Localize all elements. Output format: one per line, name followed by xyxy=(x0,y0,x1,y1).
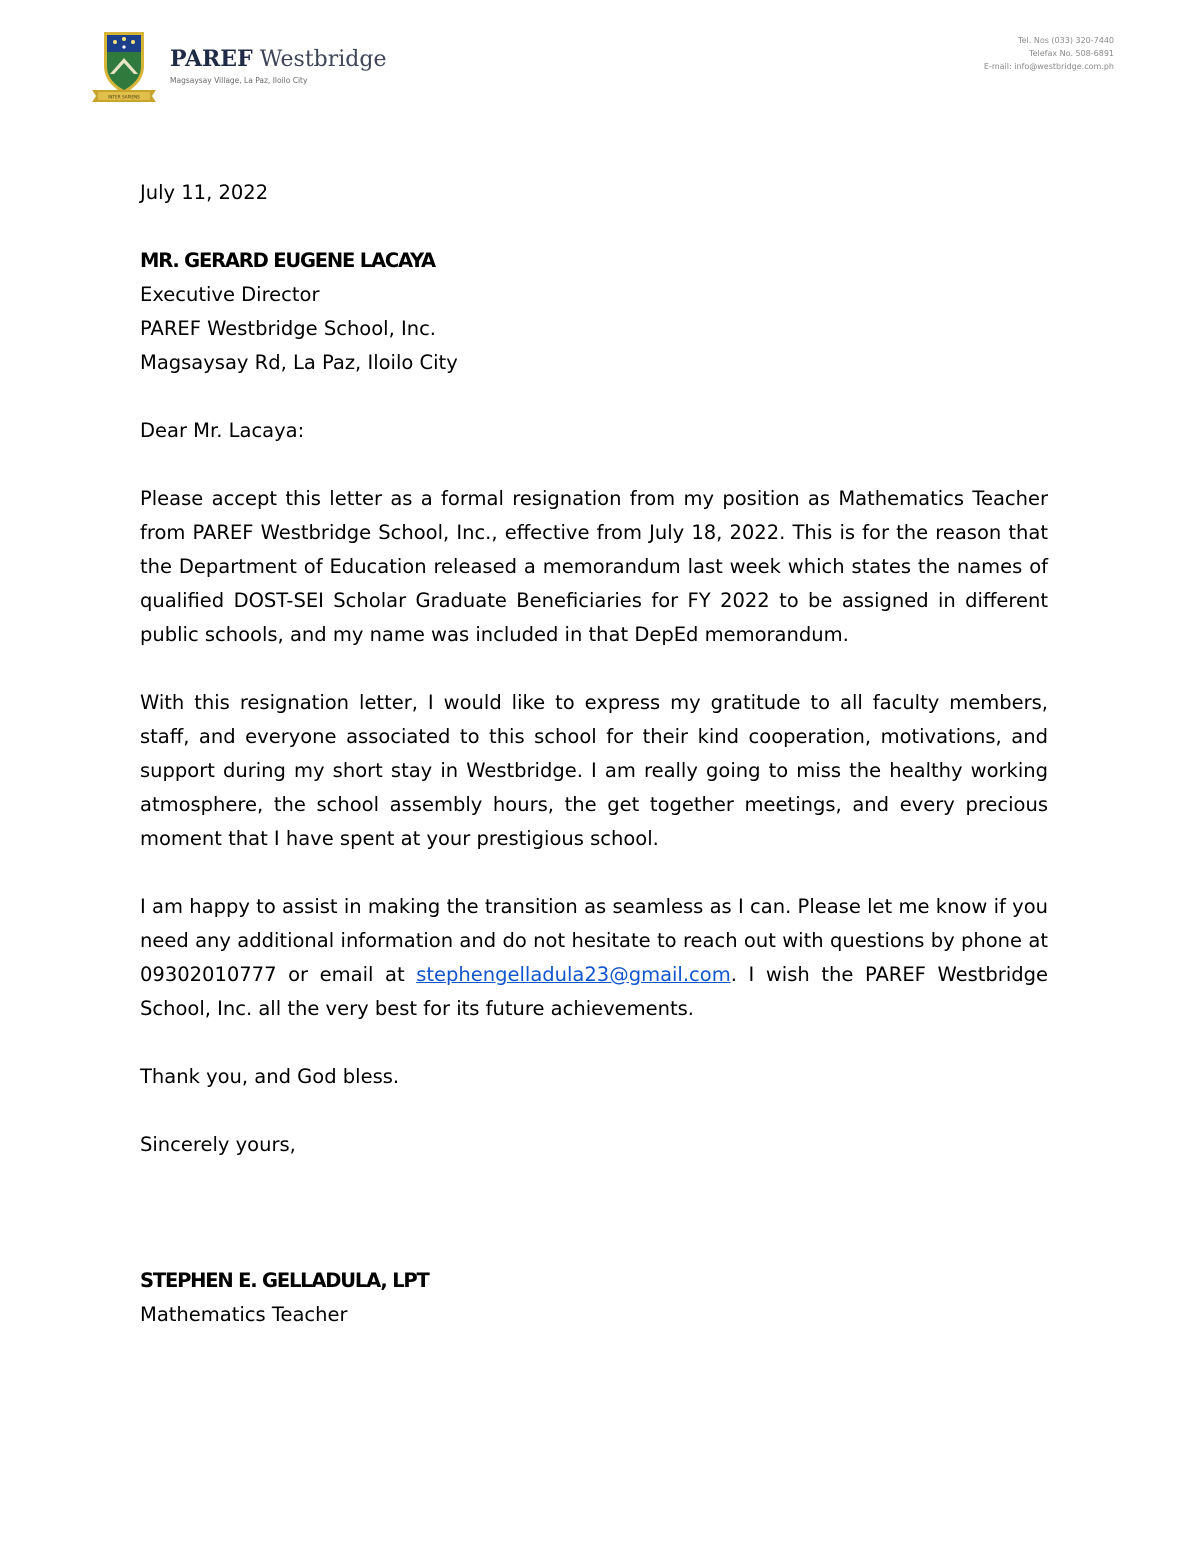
paragraph-resignation: Please accept this letter as a formal resignation from my position as Mathematics Teacher from PAREF Westbridge School, Inc., effective from July 18, 2022. This is for the reason that the Department of Education released a memorandum last week which states the names of qualified DOST-SEI Scholar Graduate Beneficiaries for FY 2022 to be assigned in different public schools, and my name was included in that DepEd memorandum. xyxy=(140,487,1048,646)
recipient-title: Executive Director xyxy=(140,283,320,306)
contact-telefax: Telefax No. 508-6891 xyxy=(1029,49,1114,58)
letterhead xyxy=(88,28,1128,108)
contact-email: E-mail: info@westbridge.com.ph xyxy=(983,62,1114,71)
letter-body xyxy=(140,176,1060,1332)
email-link[interactable]: stephengelladula23@gmail.com xyxy=(416,963,731,986)
thanks-line: Thank you, and God bless. xyxy=(140,1065,400,1088)
school-identity xyxy=(170,46,386,85)
svg-text:INTER SAPIENS: INTER SAPIENS xyxy=(108,94,140,100)
letter-date: July 11, 2022 xyxy=(140,181,269,204)
school-name-light: Westbridge xyxy=(259,47,387,72)
paragraph-transition-text: I am happy to assist in making the transition as seamless as I can. Please let me know if you need any additional information and do not hesitate to reach out with questions by phone at 09302010777 or email at xyxy=(140,895,1048,986)
closing-line: Sincerely yours, xyxy=(140,1133,296,1156)
school-name xyxy=(170,46,386,73)
paragraph-transition xyxy=(140,890,1048,1026)
paragraph-gratitude: With this resignation letter, I would like to express my gratitude to all faculty members, staff, and everyone associated to this school for their kind cooperation, motivations, and support during my short stay in Westbridge. I am really going to miss the healthy working atmosphere, the school assembly hours, the get together meetings, and every precious moment that I have spent at your prestigious school. xyxy=(140,691,1048,850)
signatory-name: STEPHEN E. GELLADULA, LPT xyxy=(140,1269,429,1292)
signatory-title: Mathematics Teacher xyxy=(140,1303,348,1326)
salutation: Dear Mr. Lacaya: xyxy=(140,419,305,442)
contact-info xyxy=(984,34,1114,73)
school-name-bold: PAREF xyxy=(170,46,253,72)
recipient-organization: PAREF Westbridge School, Inc. xyxy=(140,317,437,340)
paragraph-transition-end: . I wish the PAREF Westbridge School, Inc. all the very best for its future achievements. xyxy=(140,963,1048,1020)
school-crest-logo xyxy=(88,28,160,102)
recipient-address: Magsaysay Rd, La Paz, Iloilo City xyxy=(140,351,458,374)
school-address: Magsaysay Village, La Paz, Iloilo City xyxy=(170,76,308,85)
recipient-name: MR. GERARD EUGENE LACAYA xyxy=(140,249,435,272)
contact-tel: Tel. Nos (033) 320-7440 xyxy=(1018,36,1114,45)
